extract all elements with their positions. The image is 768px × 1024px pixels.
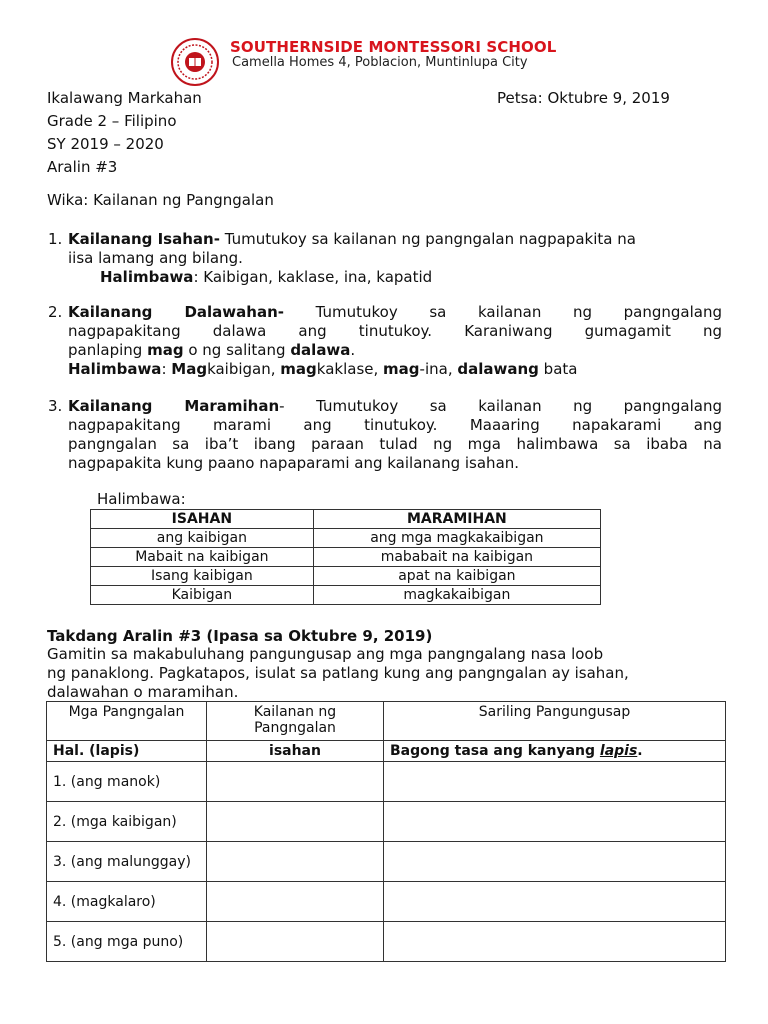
- kailanan-blank[interactable]: [207, 802, 384, 842]
- school-logo: [170, 37, 220, 87]
- school-year: SY 2019 – 2020: [47, 135, 164, 153]
- term-isahan: Kailanang Isahan-: [68, 230, 220, 248]
- table-row: Isang kaibigan apat na kaibigan: [91, 567, 601, 586]
- sentence-blank[interactable]: [384, 842, 726, 882]
- table-row: 5. (ang mga puno): [47, 922, 726, 962]
- homework-table: [46, 701, 726, 962]
- table-row: 1. (ang manok): [47, 762, 726, 802]
- date: Petsa: Oktubre 9, 2019: [497, 89, 670, 107]
- school-name: SOUTHERNSIDE MONTESSORI SCHOOL: [230, 38, 557, 56]
- term-maramihan: Kailanang Maramihan: [68, 397, 280, 415]
- table-row: Kaibigan magkakaibigan: [91, 586, 601, 605]
- section-isahan: 1. Kailanang Isahan- Tumutukoy sa kailanan ng pangngalan nagpapakita na iisa lamang ang bilang. Halimbawa: Kaibigan, kaklase, ina, kapatid: [48, 230, 636, 286]
- table-row: ang kaibigan ang mga magkakaibigan: [91, 529, 601, 548]
- table-header: Kailanan ng Pangngalan: [207, 702, 384, 741]
- grade: Grade 2 – Filipino: [47, 112, 177, 130]
- section-dalawahan: 2. Kailanang Dalawahan- Tumutukoy sa kailanan ng pangngalang nagpapakitang dalawa ang tinutukoy. Karaniwang gumagamit ng panlaping mag o ng salitang dalawa. Halimbawa: Magkaibigan, magkaklase, mag-ina, dalawang bata: [48, 303, 722, 378]
- table-row: Mabait na kaibigan mababait na kaibigan: [91, 548, 601, 567]
- table-header: MARAMIHAN: [313, 510, 600, 529]
- sentence-blank[interactable]: [384, 922, 726, 962]
- topic: Wika: Kailanan ng Pangngalan: [47, 191, 274, 209]
- table-header: Sariling Pangungusap: [384, 702, 726, 741]
- sentence-blank[interactable]: [384, 882, 726, 922]
- sentence-blank[interactable]: [384, 762, 726, 802]
- example-row: Hal. (lapis) isahan Bagong tasa ang kanyang lapis.: [47, 741, 726, 762]
- table-header: ISAHAN: [91, 510, 314, 529]
- term-dalawahan: Kailanang Dalawahan-: [68, 303, 284, 321]
- table-header: Mga Pangngalan: [47, 702, 207, 741]
- kailanan-blank[interactable]: [207, 842, 384, 882]
- school-address: Camella Homes 4, Poblacion, Muntinlupa City: [232, 55, 528, 70]
- quarter: Ikalawang Markahan: [47, 89, 202, 107]
- homework-title: Takdang Aralin #3 (Ipasa sa Oktubre 9, 2019): [47, 627, 433, 645]
- table-header-row: [47, 702, 726, 741]
- table-row: 2. (mga kaibigan): [47, 802, 726, 842]
- kailanan-blank[interactable]: [207, 922, 384, 962]
- lesson: Aralin #3: [47, 158, 118, 176]
- table-header-row: [91, 510, 601, 529]
- table-row: 3. (ang malunggay): [47, 842, 726, 882]
- kailanan-blank[interactable]: [207, 762, 384, 802]
- homework-instructions: Gamitin sa makabuluhang pangungusap ang mga pangngalang nasa loob ng panaklong. Pagkatapos, isulat sa patlang kung ang pangngalan ay isahan, dalawahan o maramihan.: [47, 645, 629, 701]
- sentence-blank[interactable]: [384, 802, 726, 842]
- example-label: Halimbawa:: [97, 490, 186, 508]
- table-row: 4. (magkalaro): [47, 882, 726, 922]
- section-maramihan: 3. Kailanang Maramihan- Tumutukoy sa kailanan ng pangngalang nagpapakitang marami ang tinutukoy. Maaaring napakarami ang pangngalan sa iba’t ibang paraan tulad ng mga halimbawa sa ibaba na nagpapakita kung paano napaparami ang kailanang isahan.: [48, 397, 722, 472]
- example-table: [90, 509, 601, 605]
- kailanan-blank[interactable]: [207, 882, 384, 922]
